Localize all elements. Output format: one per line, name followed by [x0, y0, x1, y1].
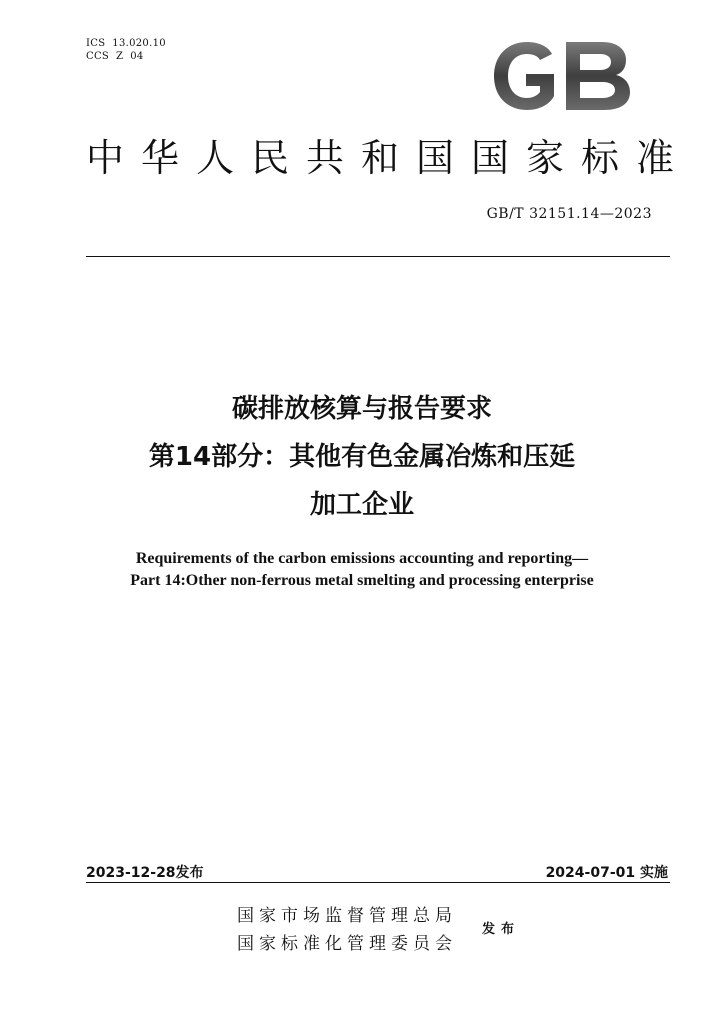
chinese-title-line-2: 第14部分：其他有色金属冶炼和压延	[148, 442, 576, 472]
logo-letter-b	[566, 42, 630, 110]
issue-label: 发布	[482, 922, 521, 937]
publish-date: 2023-12-28发布	[86, 865, 204, 881]
ics-code: ICS 13.020.10	[86, 38, 166, 49]
footer-divider	[86, 882, 670, 883]
classification-codes	[86, 37, 166, 63]
gb-logo	[490, 40, 634, 112]
english-title-line-1: Requirements of the carbon emissions accounting and reporting—	[135, 550, 589, 567]
chinese-title-line-3: 加工企业	[309, 490, 414, 520]
chinese-title	[0, 385, 724, 529]
logo-letter-g	[494, 42, 554, 110]
ccs-code: CCS Z 04	[86, 51, 144, 62]
country-standard-title: 中华人民共和国国家标准	[86, 136, 692, 180]
implementation-date: 2024-07-01 实施	[545, 865, 668, 881]
english-title-line-2: Part 14:Other non-ferrous metal smelting and processing enterprise	[130, 572, 594, 589]
chinese-title-line-1: 碳排放核算与报告要求	[231, 394, 492, 424]
issuing-agency-2: 国家标准化管理委员会	[237, 934, 457, 954]
issuing-agencies	[237, 902, 457, 958]
issuing-agency-1: 国家市场监督管理总局	[237, 906, 457, 926]
header-divider	[86, 256, 670, 257]
english-title	[0, 548, 724, 592]
standard-number: GB/T 32151.14—2023	[486, 206, 652, 222]
